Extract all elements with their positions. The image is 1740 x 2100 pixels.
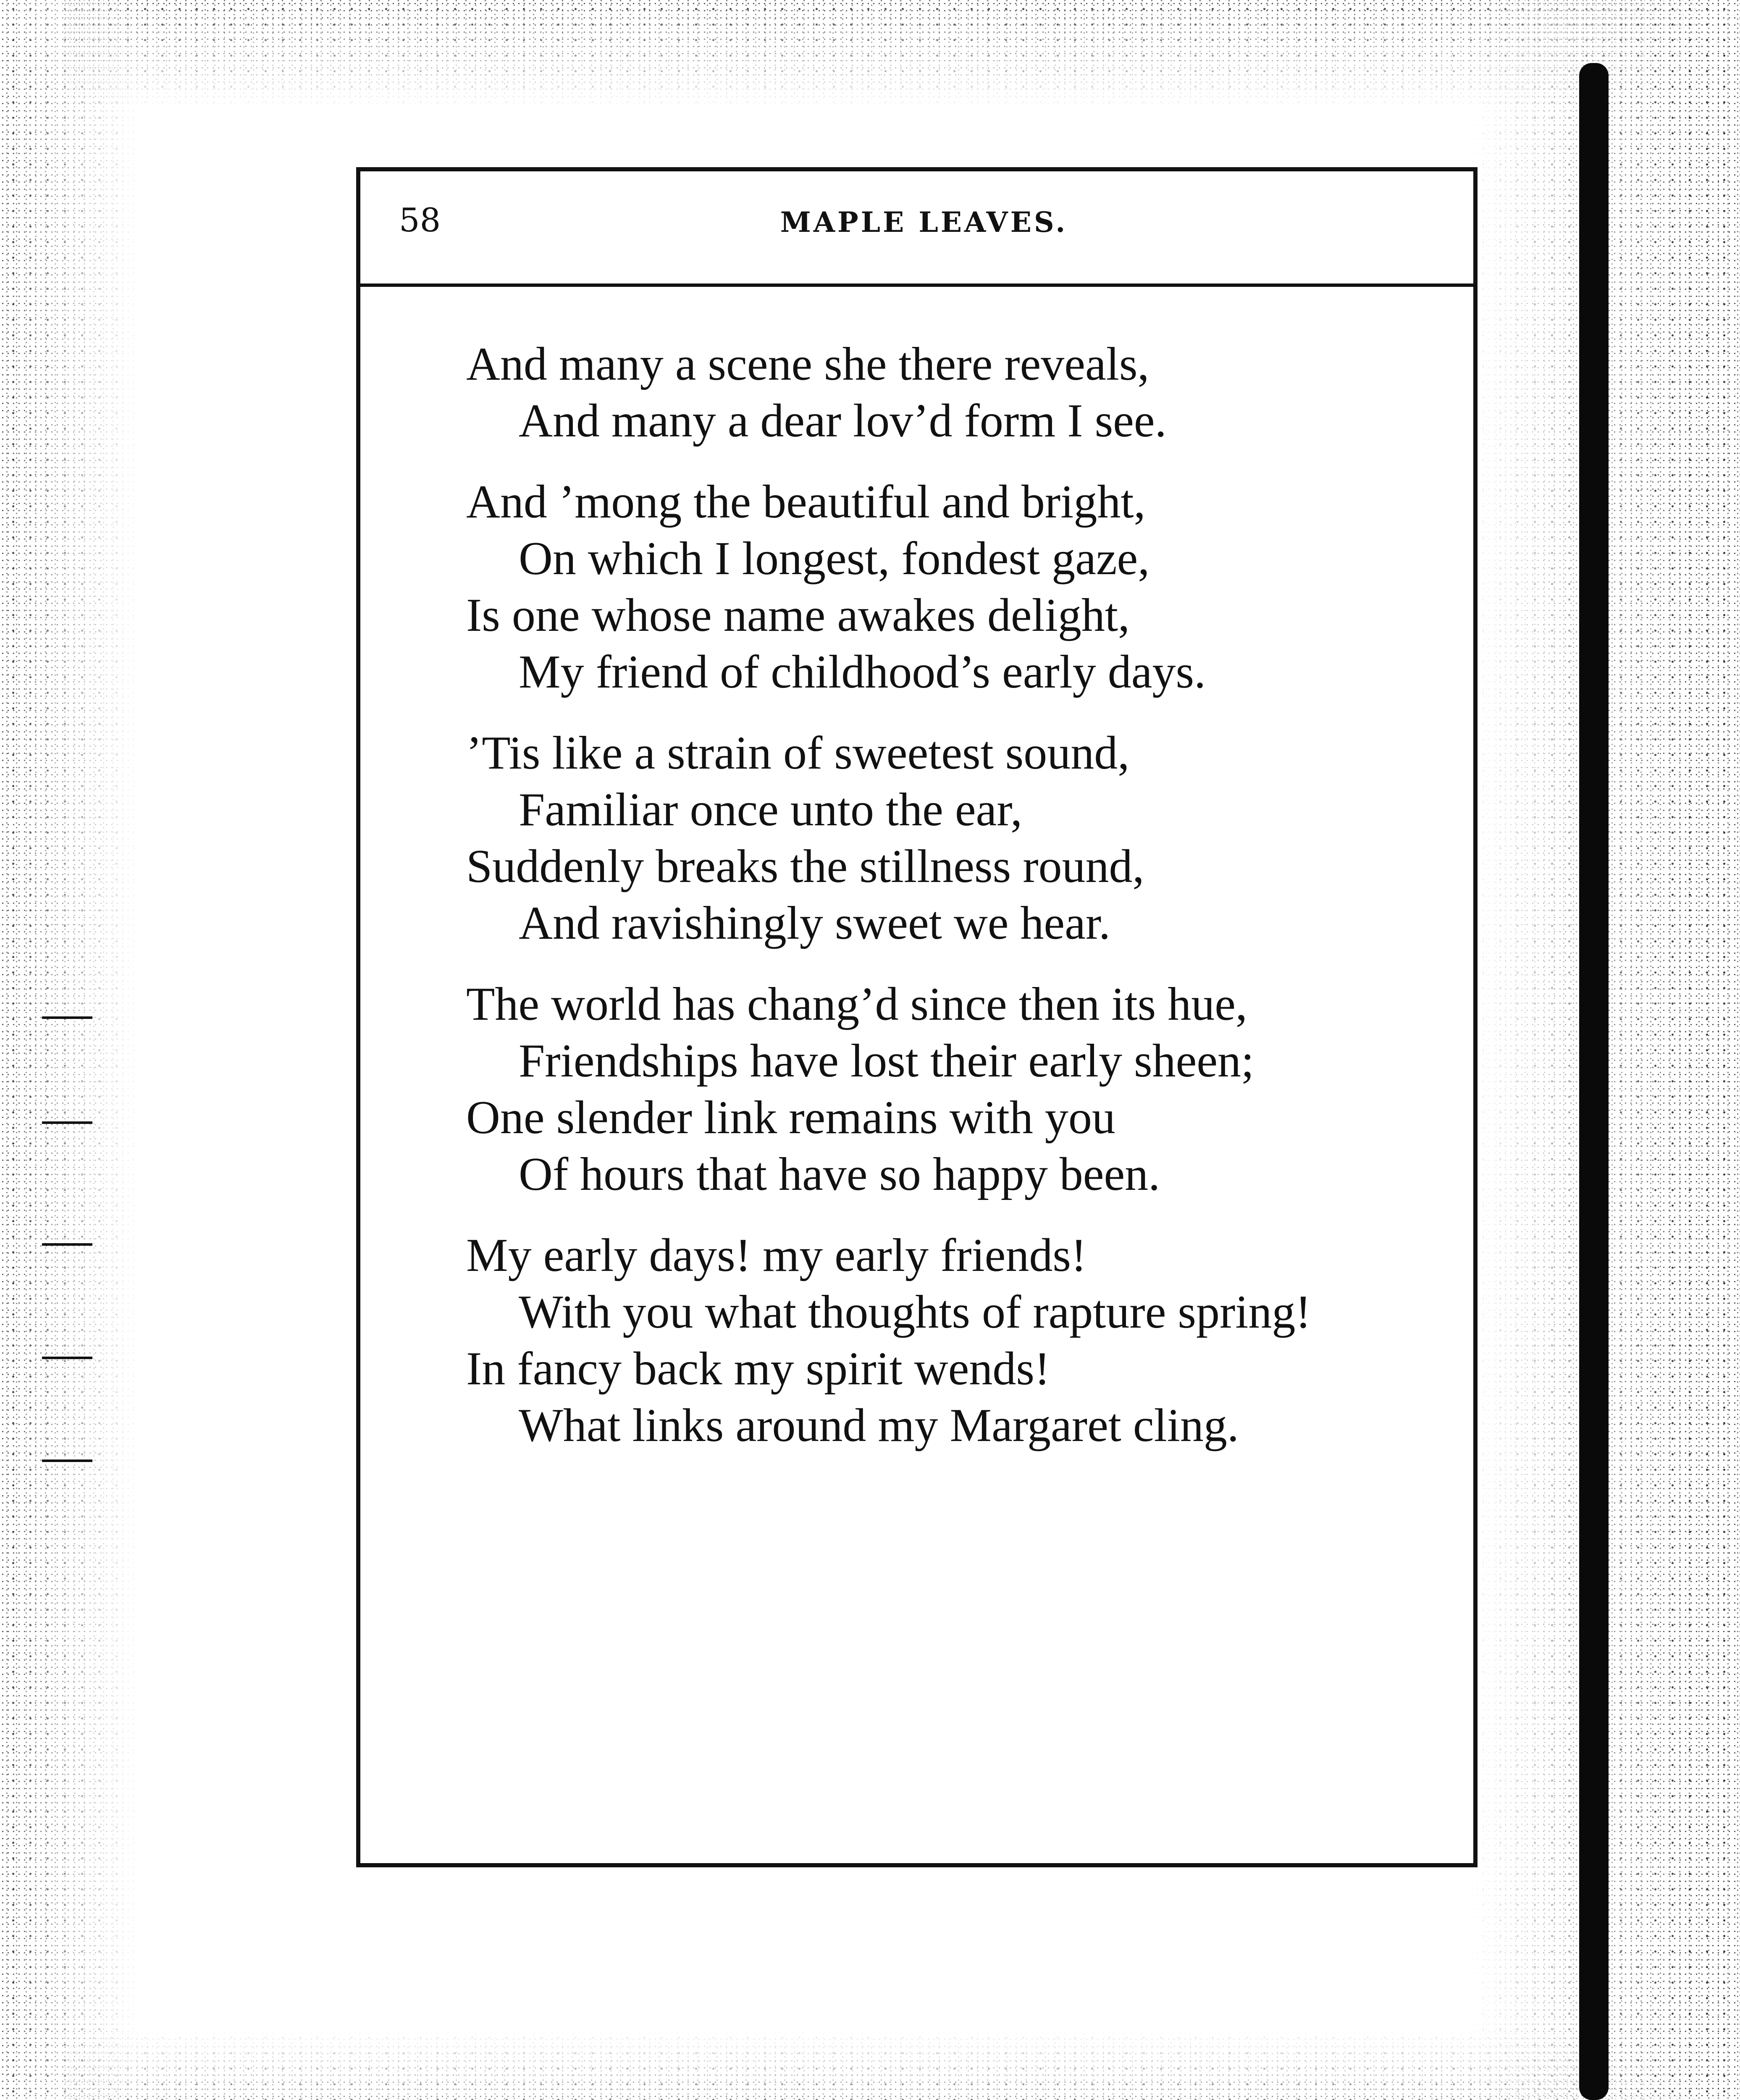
header-rule: [356, 284, 1478, 287]
verse-line: And many a dear lov’d form I see.: [519, 395, 1167, 447]
verse-line: One slender link remains with you: [466, 1092, 1115, 1144]
verse-line: With you what thoughts of rapture spring!: [519, 1286, 1311, 1338]
verse-line: My friend of childhood’s early days.: [519, 646, 1206, 698]
stanza: [466, 976, 1453, 1203]
margin-tick: [42, 1460, 92, 1462]
verse-line: And many a scene she there reveals,: [466, 338, 1150, 390]
verse-line: Of hours that have so happy been.: [519, 1148, 1160, 1200]
verse-line: The world has chang’d since then its hue,: [466, 978, 1247, 1030]
verse-line: What links around my Margaret cling.: [519, 1399, 1239, 1452]
poem-body: [466, 336, 1453, 1478]
verse-line: In fancy back my spirit wends!: [466, 1343, 1050, 1395]
verse-line: Suddenly breaks the stillness round,: [466, 840, 1144, 892]
verse-line: Friendships have lost their early sheen;: [519, 1035, 1254, 1087]
verse-line: My early days! my early friends!: [466, 1229, 1087, 1281]
verse-line: On which I longest, fondest gaze,: [519, 533, 1150, 585]
stanza: [466, 474, 1453, 701]
scan-noise-bottom: [63, 2029, 1701, 2100]
verse-line: Familiar once unto the ear,: [519, 784, 1023, 836]
scan-noise-left: [0, 0, 139, 2100]
stanza: [466, 336, 1453, 449]
margin-tick: [42, 1121, 92, 1124]
stanza: [466, 725, 1453, 952]
margin-tick: [42, 1243, 92, 1246]
scan-noise-top: [63, 0, 1701, 109]
verse-line: And ’mong the beautiful and bright,: [466, 476, 1146, 528]
verse-line: Is one whose name awakes delight,: [466, 589, 1130, 641]
margin-tick: [42, 1357, 92, 1359]
verse-line: And ravishingly sweet we hear.: [519, 897, 1110, 949]
running-title: MAPLE LEAVES.: [780, 206, 1068, 239]
book-spine-shadow: [1579, 63, 1609, 2100]
stanza: [466, 1227, 1453, 1454]
margin-tick: [42, 1016, 92, 1019]
verse-line: ’Tis like a strain of sweetest sound,: [466, 727, 1130, 779]
page-number: 58: [399, 202, 441, 239]
